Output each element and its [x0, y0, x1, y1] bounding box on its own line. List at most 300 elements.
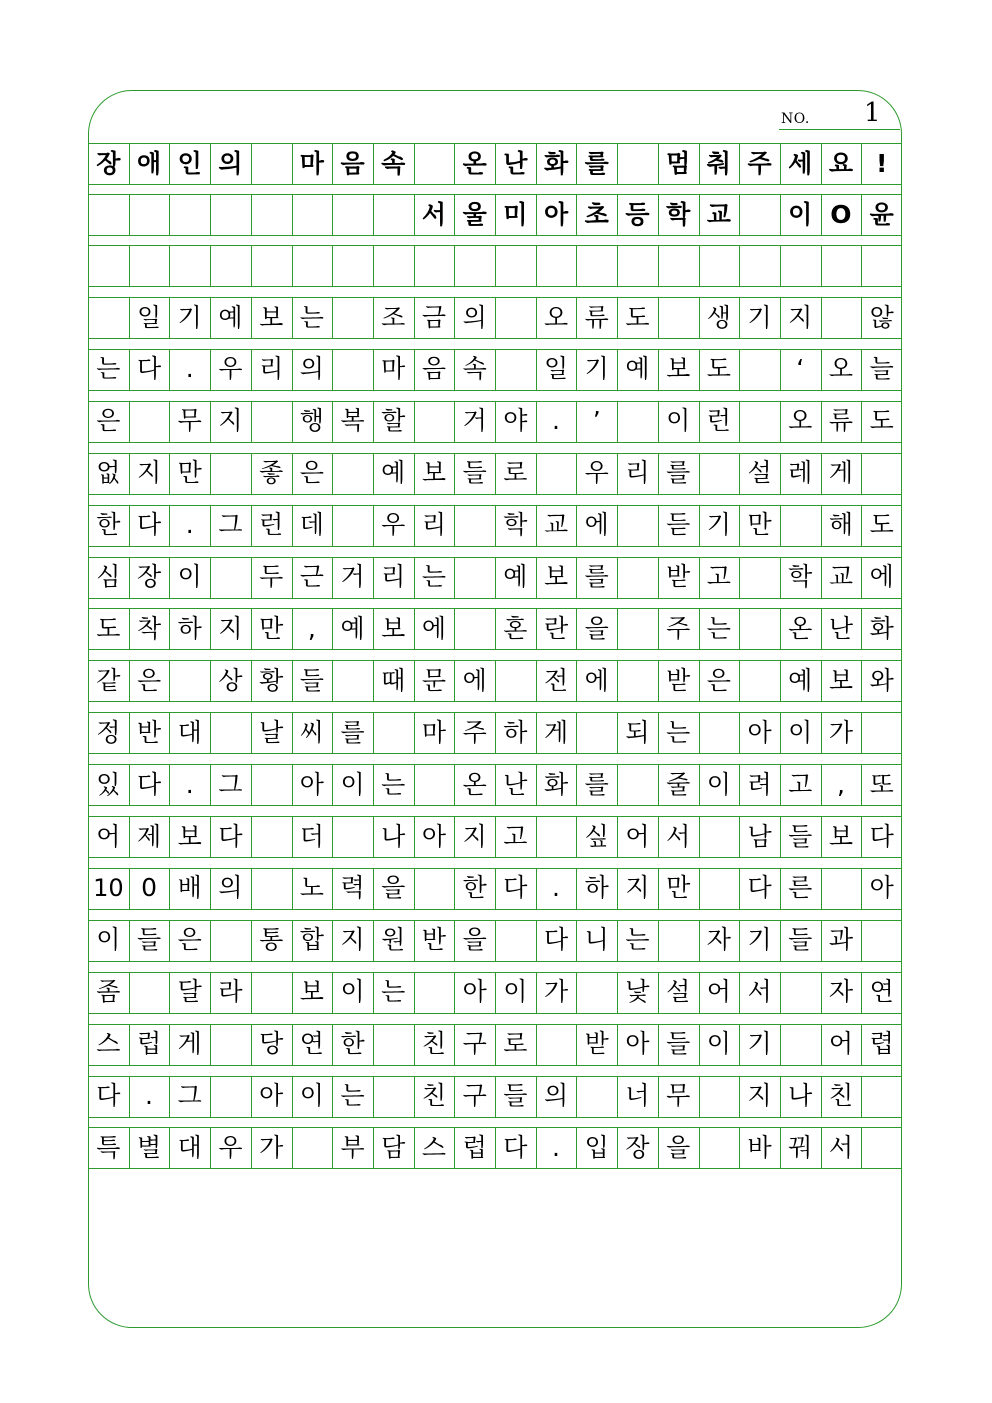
body-row-cell: 해	[828, 510, 854, 540]
body-row-cell: 교	[543, 510, 569, 540]
grid-divider	[210, 1024, 211, 1065]
body-row-cell: 금	[421, 302, 447, 332]
body-row-cell: 들	[136, 925, 162, 955]
body-row-cell: 와	[869, 665, 894, 695]
grid-divider	[373, 245, 374, 286]
body-row-cell: 다	[136, 354, 162, 384]
body-row-cell: 아	[421, 821, 447, 851]
body-row-cell: 자	[828, 977, 854, 1007]
body-row-cell: 로	[503, 458, 528, 488]
grid-divider	[536, 1024, 537, 1065]
body-row-cell: 너	[625, 1081, 650, 1110]
grid-divider	[780, 1024, 781, 1065]
grid-divider	[658, 297, 659, 338]
body-row-cell: 화	[543, 769, 569, 799]
body-row-cell: 듣	[666, 510, 691, 540]
body-row-cell: .	[552, 1132, 560, 1162]
body-row-cell: 설	[747, 458, 772, 488]
body-row-cell: 장	[136, 562, 162, 591]
body-row-cell: 씨	[299, 717, 324, 747]
grid-line	[88, 1117, 902, 1118]
body-row-cell: 들	[666, 1029, 691, 1059]
grid-divider	[495, 297, 496, 338]
body-row-cell: 또	[869, 769, 894, 799]
body-row-cell: 이	[706, 769, 731, 799]
page-number-underline	[779, 129, 900, 130]
body-row-cell: 0	[141, 873, 157, 903]
body-row-cell: 은	[299, 458, 324, 488]
body-row-cell: 난	[828, 613, 854, 643]
body-row-cell: 마	[381, 354, 406, 384]
grid-divider	[861, 1076, 862, 1117]
body-row-cell: 보	[259, 302, 284, 332]
grid-divider	[251, 868, 252, 909]
byline-row-cell: 등	[625, 199, 650, 229]
body-row-cell: 데	[299, 510, 324, 540]
body-row-cell: 기	[747, 925, 772, 955]
body-row-cell: 고	[706, 562, 731, 591]
body-row-cell: 어	[828, 1029, 854, 1059]
title-row-cell: 난	[503, 148, 528, 178]
body-row-cell: 는	[381, 977, 406, 1007]
body-row-cell: 스	[96, 1029, 121, 1059]
title-row-cell: 화	[543, 148, 569, 178]
body-row-cell: 반	[136, 717, 162, 747]
body-row-cell: 럽	[136, 1029, 162, 1059]
grid-divider	[454, 505, 455, 546]
body-row-cell: 마	[421, 717, 447, 747]
grid-divider	[536, 245, 537, 286]
body-row-cell: 는	[381, 769, 406, 799]
body-row-cell: 설	[666, 977, 691, 1007]
body-row-cell: 류	[828, 406, 854, 436]
body-row-cell: 을	[462, 925, 487, 955]
grid-divider	[292, 245, 293, 286]
title-row-cell: 인	[177, 148, 202, 178]
grid-divider	[251, 816, 252, 857]
title-row-cell: 멈	[666, 148, 691, 178]
body-row-cell: 예	[788, 665, 813, 695]
body-row-cell: 더	[299, 821, 324, 851]
body-row-cell: 는	[706, 613, 731, 643]
body-row-cell: 친	[828, 1081, 854, 1110]
body-row-cell: 과	[828, 925, 854, 955]
body-row-cell: 우	[218, 354, 243, 384]
title-row-cell: 속	[381, 148, 406, 178]
body-row-cell: 문	[421, 665, 447, 695]
body-row-cell: 담	[381, 1132, 406, 1162]
body-row-cell: 무	[666, 1081, 691, 1110]
body-row-cell: 스	[421, 1132, 447, 1162]
body-row-cell: 온	[462, 769, 487, 799]
grid-divider	[332, 349, 333, 390]
grid-line	[88, 442, 902, 443]
body-row-cell: 이	[96, 925, 121, 955]
grid-divider	[414, 868, 415, 909]
body-row-cell: 있	[96, 769, 121, 799]
body-row-cell: 다	[869, 821, 894, 851]
grid-divider	[739, 660, 740, 701]
grid-divider	[129, 401, 130, 442]
body-row-cell: 로	[503, 1029, 528, 1059]
body-row-cell: 전	[543, 665, 569, 695]
body-row-cell: 거	[340, 562, 365, 591]
body-row-cell: 의	[543, 1081, 569, 1110]
grid-divider	[251, 143, 252, 184]
body-row-cell: 가	[543, 977, 569, 1007]
body-row-cell: 에	[462, 665, 487, 695]
grid-line	[88, 184, 902, 185]
grid-divider	[699, 1127, 700, 1168]
body-row-cell: 지	[747, 1081, 772, 1110]
body-row-cell: 아	[259, 1081, 284, 1110]
body-row-cell: 게	[828, 458, 854, 488]
grid-divider	[780, 972, 781, 1013]
body-row-cell: 제	[136, 821, 162, 851]
body-row-cell: 에	[584, 510, 609, 540]
grid-divider	[210, 245, 211, 286]
body-row-cell: 대	[177, 1132, 202, 1162]
body-row-cell: 좀	[96, 977, 121, 1007]
byline-row-cell: 서	[421, 199, 447, 229]
body-row-cell: 나	[381, 821, 406, 851]
grid-line	[88, 649, 902, 650]
body-row-cell: 도	[96, 613, 121, 643]
body-row-cell: 착	[136, 613, 162, 643]
body-row-cell: 를	[666, 458, 691, 488]
body-row-cell: 속	[462, 354, 487, 384]
body-row-cell: 리	[625, 458, 650, 488]
body-row-cell: 황	[259, 665, 284, 695]
body-row-cell: 조	[381, 302, 406, 332]
grid-line	[88, 1013, 902, 1014]
body-row-cell: 이	[503, 977, 528, 1007]
grid-divider	[576, 712, 577, 753]
grid-line	[88, 1065, 902, 1066]
body-row-cell: .	[552, 406, 560, 436]
grid-divider	[821, 297, 822, 338]
grid-divider	[373, 712, 374, 753]
grid-divider	[495, 349, 496, 390]
grid-divider	[495, 245, 496, 286]
grid-divider	[617, 660, 618, 701]
grid-divider	[251, 194, 252, 235]
body-row-cell: .	[145, 1081, 153, 1110]
body-row-cell: .	[185, 354, 194, 384]
body-row-cell: 은	[96, 406, 121, 436]
body-row-cell: 게	[177, 1029, 202, 1059]
body-row-cell: 이	[706, 1029, 731, 1059]
body-row-cell: 만	[666, 873, 691, 903]
body-row-cell: 다	[747, 873, 772, 903]
page-number-label: NO.	[781, 111, 810, 127]
body-row-cell: 화	[869, 613, 894, 643]
grid-divider	[129, 972, 130, 1013]
grid-divider	[739, 245, 740, 286]
body-row-cell: 우	[584, 458, 609, 488]
grid-divider	[699, 868, 700, 909]
body-row-cell: .	[185, 510, 194, 540]
grid-divider	[495, 920, 496, 961]
byline-row-cell: 학	[666, 199, 691, 229]
grid-divider	[251, 972, 252, 1013]
grid-divider	[861, 245, 862, 286]
grid-line	[88, 909, 902, 910]
title-row-cell: 마	[299, 148, 324, 178]
grid-divider	[495, 660, 496, 701]
body-row-cell: 도	[869, 406, 894, 436]
body-row-cell: 만	[259, 613, 284, 643]
body-row-cell: 이	[788, 717, 813, 747]
grid-divider	[373, 1076, 374, 1117]
body-row-cell: 들	[788, 821, 813, 851]
body-row-cell: 럽	[462, 1132, 487, 1162]
body-row-cell: 오	[788, 406, 813, 436]
body-row-cell: 리	[421, 510, 447, 540]
body-row-cell: 보	[666, 354, 691, 384]
body-row-cell: 렵	[869, 1029, 894, 1059]
body-row-cell: ,	[307, 613, 316, 643]
body-row-cell: 이	[177, 562, 202, 591]
body-row-cell: 을	[584, 613, 609, 643]
body-row-cell: 어	[706, 977, 731, 1007]
body-row-cell: 지	[625, 873, 650, 903]
body-row-cell: 낯	[625, 977, 650, 1007]
grid-line	[88, 753, 902, 754]
body-row-cell: 보	[828, 821, 854, 851]
body-row-cell: 는	[666, 717, 691, 747]
grid-divider	[414, 401, 415, 442]
grid-divider	[576, 1076, 577, 1117]
byline-row-cell: 초	[584, 199, 609, 229]
body-row-cell: 입	[584, 1132, 609, 1162]
body-row-cell: 일	[543, 354, 569, 384]
body-row-cell: 은	[136, 665, 162, 695]
grid-divider	[251, 764, 252, 805]
body-row-cell: 특	[96, 1132, 121, 1162]
body-row-cell: 없	[96, 458, 121, 488]
grid-line	[88, 701, 902, 702]
grid-divider	[821, 245, 822, 286]
body-row-cell: 난	[503, 769, 528, 799]
body-row-cell: 게	[543, 717, 569, 747]
grid-divider	[332, 194, 333, 235]
grid-divider	[658, 245, 659, 286]
grid-line	[88, 390, 902, 391]
body-row-cell: 다	[218, 821, 243, 851]
body-row-cell: 하	[584, 873, 609, 903]
body-row-cell: 복	[340, 406, 365, 436]
grid-divider	[617, 608, 618, 649]
body-row-cell: 도	[869, 510, 894, 540]
body-row-cell: 을	[666, 1132, 691, 1162]
body-row-cell: 반	[421, 925, 447, 955]
body-row-cell: 가	[259, 1132, 284, 1162]
body-row-cell: 들	[462, 458, 487, 488]
body-row-cell: 을	[381, 873, 406, 903]
body-row-cell: 기	[747, 302, 772, 332]
body-row-cell: .	[552, 873, 560, 903]
body-row-cell: 도	[706, 354, 731, 384]
body-row-cell: ‘	[796, 354, 805, 384]
grid-divider	[576, 245, 577, 286]
body-row-cell: 는	[421, 562, 447, 591]
body-row-cell: 고	[788, 769, 813, 799]
body-row-cell: 기	[706, 510, 731, 540]
body-row-cell: 의	[299, 354, 324, 384]
grid-divider	[699, 453, 700, 494]
body-row-cell: 다	[136, 510, 162, 540]
body-row-cell: 상	[218, 665, 243, 695]
body-row-cell: 력	[340, 873, 365, 903]
body-row-cell: 연	[869, 977, 894, 1007]
grid-divider	[739, 401, 740, 442]
body-row-cell: 를	[584, 769, 609, 799]
grid-divider	[861, 453, 862, 494]
grid-divider	[861, 712, 862, 753]
grid-divider	[210, 557, 211, 598]
body-row-cell: 그	[177, 1081, 202, 1110]
body-row-cell: 다	[136, 769, 162, 799]
body-row-cell: 보	[421, 458, 447, 488]
grid-divider	[617, 401, 618, 442]
body-row-cell: 당	[259, 1029, 284, 1059]
body-row-cell: 자	[706, 925, 731, 955]
body-row-cell: 보	[177, 821, 202, 851]
body-row-cell: 오	[543, 302, 569, 332]
body-row-cell: 행	[299, 406, 324, 436]
grid-divider	[699, 1076, 700, 1117]
body-row-cell: 음	[421, 354, 447, 384]
byline-row-cell: O	[830, 199, 852, 229]
body-row-cell: 않	[869, 302, 894, 332]
body-row-cell: 다	[503, 873, 528, 903]
body-row-cell: 에	[869, 562, 894, 591]
grid-divider	[739, 194, 740, 235]
body-row-cell: 란	[543, 613, 569, 643]
byline-row-cell: 이	[788, 199, 813, 229]
grid-divider	[739, 608, 740, 649]
body-row-cell: 고	[503, 821, 528, 851]
body-row-cell: 오	[828, 354, 854, 384]
grid-divider	[373, 194, 374, 235]
grid-divider	[169, 660, 170, 701]
body-row-cell: 배	[177, 873, 202, 903]
grid-divider	[658, 920, 659, 961]
body-row-cell: 같	[96, 665, 121, 695]
grid-divider	[617, 505, 618, 546]
body-row-cell: 리	[381, 562, 406, 591]
body-row-cell: 두	[259, 562, 284, 591]
body-row-cell: 거	[462, 406, 487, 436]
body-row-cell: 이	[340, 977, 365, 1007]
body-row-cell: 보	[381, 613, 406, 643]
title-row-cell: 춰	[706, 148, 731, 178]
byline-row-cell: 울	[462, 199, 487, 229]
body-row-cell: 지	[218, 406, 243, 436]
body-row-cell: 이	[340, 769, 365, 799]
body-row-cell: 보	[299, 977, 324, 1007]
body-row-cell: 학	[503, 510, 528, 540]
body-row-cell: 은	[177, 925, 202, 955]
body-row-cell: 들	[788, 925, 813, 955]
title-row-cell: 의	[218, 148, 243, 178]
grid-divider	[169, 245, 170, 286]
body-row-cell: 에	[584, 665, 609, 695]
body-row-cell: 기	[584, 354, 609, 384]
grid-divider	[210, 712, 211, 753]
body-row-cell: 받	[666, 665, 691, 695]
body-row-cell: 심	[96, 562, 121, 591]
body-row-cell: 지	[218, 613, 243, 643]
body-row-cell: 교	[828, 562, 854, 591]
title-row-cell: 애	[136, 148, 162, 178]
body-row-cell: 싶	[584, 821, 609, 851]
body-row-cell: 그	[218, 769, 243, 799]
body-row-cell: 지	[462, 821, 487, 851]
body-row-cell: 서	[828, 1132, 854, 1162]
grid-divider	[454, 557, 455, 598]
title-row-cell: !	[875, 148, 888, 178]
grid-line	[88, 598, 902, 599]
body-row-cell: 원	[381, 925, 406, 955]
grid-divider	[699, 816, 700, 857]
body-row-cell: 는	[96, 354, 121, 384]
title-row-cell: 주	[747, 148, 772, 178]
grid-divider	[780, 245, 781, 286]
grid-line	[88, 494, 902, 495]
body-row-cell: 할	[381, 406, 406, 436]
grid-divider	[332, 245, 333, 286]
grid-divider	[373, 1024, 374, 1065]
body-row-cell: 정	[96, 717, 121, 747]
body-row-cell: 를	[340, 717, 365, 747]
grid-divider	[332, 297, 333, 338]
body-row-cell: 구	[462, 1081, 487, 1110]
body-row-cell: 예	[503, 562, 528, 591]
body-row-cell: 아	[625, 1029, 650, 1059]
grid-divider	[251, 245, 252, 286]
grid-divider	[292, 194, 293, 235]
grid-divider	[210, 920, 211, 961]
grid-divider	[129, 194, 130, 235]
body-row-cell: 다	[503, 1132, 528, 1162]
byline-row-cell: 아	[543, 199, 569, 229]
grid-line	[88, 286, 902, 287]
body-row-cell: 예	[218, 302, 243, 332]
grid-line	[88, 338, 902, 339]
body-row-cell: 아	[747, 717, 772, 747]
body-row-cell: 통	[259, 925, 284, 955]
body-row-cell: 니	[584, 925, 609, 955]
grid-divider	[332, 816, 333, 857]
body-row-cell: 의	[462, 302, 487, 332]
grid-divider	[251, 401, 252, 442]
body-row-cell: 대	[177, 717, 202, 747]
body-row-cell: 른	[788, 873, 813, 903]
body-row-cell: 들	[503, 1081, 528, 1110]
body-row-cell: 예	[625, 354, 650, 384]
grid-divider	[699, 245, 700, 286]
body-row-cell: 부	[340, 1132, 365, 1162]
byline-row-cell: 윤	[869, 199, 894, 229]
body-row-cell: 한	[96, 510, 121, 540]
grid-divider	[617, 557, 618, 598]
grid-divider	[332, 453, 333, 494]
body-row-cell: 런	[259, 510, 284, 540]
grid-divider	[414, 972, 415, 1013]
grid-divider	[617, 764, 618, 805]
